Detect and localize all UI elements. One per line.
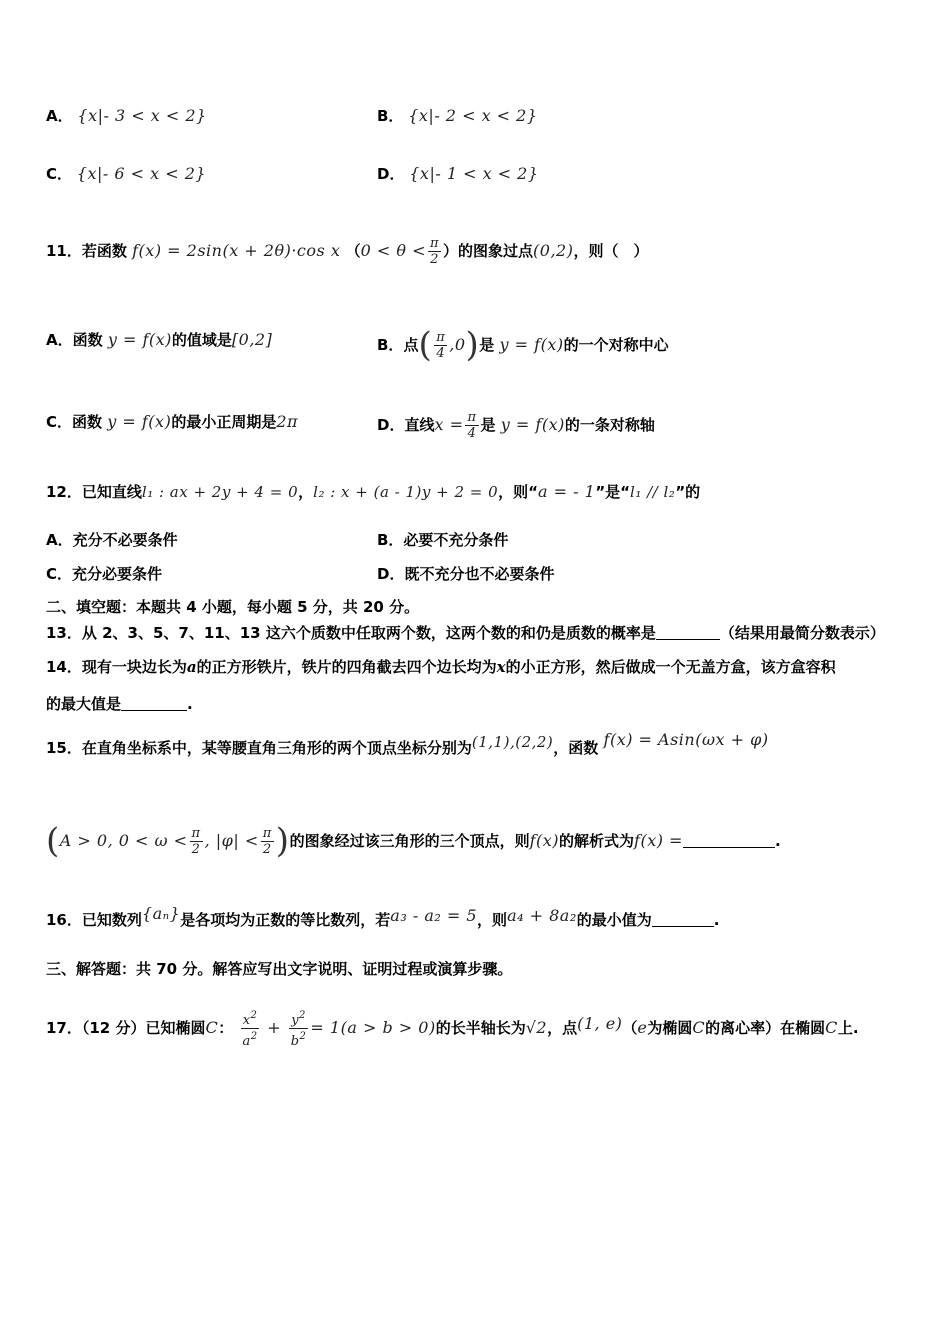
numerator: $x^2$ (242, 1010, 258, 1028)
stem-text: ，则 (477, 911, 508, 929)
option-label: D． (377, 416, 405, 434)
option-math: y = f(x) (107, 330, 172, 349)
stem-text: 为椭圆 (647, 1019, 693, 1037)
stem-text: 的离心率）在椭圆 (705, 1019, 826, 1037)
variable: a (186, 658, 197, 676)
stem-text: ： (218, 1019, 234, 1037)
option-text: 是 (480, 416, 496, 434)
point-math: (1, e) (577, 1014, 623, 1033)
fraction (240, 1008, 259, 1049)
question-number: 11． (46, 242, 82, 260)
function-math: f(x) = (634, 831, 683, 850)
option-label: C． (46, 413, 73, 431)
denominator: 2 (262, 842, 272, 857)
q12-option-a[interactable]: A．充分不必要条件 (46, 531, 178, 549)
variable: C (692, 1018, 706, 1037)
q12-stem (46, 482, 700, 502)
equation-tail: = 1(a > b > 0) (310, 1018, 436, 1037)
q12-option-d[interactable]: D．既不充分也不必要条件 (377, 565, 555, 583)
numerator: π (436, 330, 446, 345)
section-3-heading: 三、解答题：共 70 分。解答应写出文字说明、证明过程或演算步骤。 (46, 960, 513, 978)
sqrt-math: √2 (525, 1018, 548, 1037)
condition-math: a = - 1 (538, 482, 596, 501)
option-math: 2π (276, 412, 299, 431)
stem-text: 13．从 2、3、5、7、11、13 这六个质数中任取两个数，这两个数的和仍是质数的概率是 (46, 624, 656, 642)
q11-option-a[interactable] (46, 330, 272, 350)
answer-blank[interactable] (652, 912, 714, 927)
answer-blank[interactable] (656, 625, 720, 640)
denominator: 2 (430, 252, 439, 267)
parallel-math: l₁ // l₂ (630, 483, 676, 501)
option-text: 函数 (72, 331, 103, 349)
fraction (428, 236, 441, 267)
answer-blank[interactable] (683, 833, 775, 848)
q15-stem-continued (46, 821, 781, 861)
left-paren: ( (46, 821, 60, 861)
numerator: π (262, 826, 272, 841)
q13-stem (46, 623, 885, 643)
q12-option-b[interactable]: B．必要不充分条件 (377, 531, 509, 549)
stem-text: ”的 (675, 483, 701, 501)
stem-text: 是各项均为正数的等比数列，若 (180, 911, 391, 929)
stem-text: . (187, 695, 193, 713)
stem-text: 已知数列 (81, 911, 142, 929)
stem-text: （12 分）已知椭圆 (81, 1019, 206, 1037)
option-math: y = f(x) (107, 412, 172, 431)
condition-text: A > 0, 0 < ω < (59, 831, 188, 850)
stem-text: ）的图象过点 (443, 242, 534, 260)
condition-text: 0 < θ < (360, 241, 426, 260)
option-text: 的一个对称中心 (563, 336, 669, 354)
q10-option-c[interactable] (46, 164, 206, 184)
numerator: π (191, 826, 201, 841)
fraction (434, 330, 447, 361)
expression-math: a₄ + 8a₂ (507, 906, 577, 925)
question-number: 12． (46, 483, 82, 501)
question-number: 17． (46, 1019, 82, 1037)
q10-option-b[interactable] (377, 106, 538, 126)
option-math: {x|- 6 < x < 2} (76, 164, 207, 183)
option-math: [0,2] (231, 330, 273, 349)
condition-math: a₃ - a₂ = 5 (390, 906, 478, 925)
question-number: 15． (46, 739, 82, 757)
q14-stem-continued (46, 694, 193, 714)
q10-option-a[interactable] (46, 106, 207, 126)
option-text: 直线 (404, 416, 435, 434)
points-math: (1,1),(2,2) (471, 733, 554, 751)
q11-option-d[interactable] (377, 410, 655, 441)
variable: C (825, 1018, 838, 1037)
condition-math (360, 236, 443, 267)
stem-text: 的图象经过该三角形的三个顶点，则 (289, 832, 530, 850)
option-label: C． (46, 165, 73, 183)
answer-blank[interactable] (121, 696, 187, 711)
question-number: 16． (46, 911, 82, 929)
stem-text: ，则“ (498, 483, 539, 501)
sequence-math: {aₙ} (141, 904, 181, 923)
option-text: 点 (403, 336, 419, 354)
condition-text: , |φ| < (204, 831, 259, 850)
right-paren: ) (275, 821, 290, 861)
stem-text: （结果用最简分数表示） (719, 624, 885, 642)
variable: C (205, 1018, 219, 1037)
line2-math: l₂ : x + (a - 1)y + 2 = 0 (313, 483, 499, 501)
ellipse-equation: $\frac{x^2}{a^2}$ + $\frac{y^2}{b^2}$ = 1(a > b > 0) (242, 1010, 436, 1049)
stem-text: 已知直线 (81, 483, 142, 501)
function-math: f(x) (529, 831, 560, 850)
q10-option-d[interactable] (377, 164, 539, 184)
option-text: 的值域是 (171, 331, 232, 349)
function-math: f(x) = Asin(ωx + φ) (603, 730, 769, 749)
q11-stem (46, 236, 649, 267)
numerator: π (467, 410, 477, 425)
stem-text: . (774, 832, 781, 850)
function-math: f(x) = 2sin(x + 2θ)·cos x (132, 241, 341, 260)
stem-text: ，则（ ） (573, 242, 649, 260)
option-label: A． (46, 107, 73, 125)
fraction (289, 1008, 309, 1049)
option-text: 函数 (72, 413, 103, 431)
option-label: D． (377, 165, 405, 183)
option-math: {x|- 1 < x < 2} (409, 164, 539, 183)
variable: e (637, 1018, 648, 1037)
stem-text: （ (622, 1019, 638, 1037)
stem-text: 的最小值为 (576, 911, 652, 929)
section-2-heading: 二、填空题：本题共 4 小题，每小题 5 分，共 20 分。 (46, 598, 420, 616)
q15-stem (46, 730, 769, 758)
stem-text: 的解析式为 (559, 832, 635, 850)
numerator: $y^2$ (291, 1010, 306, 1028)
q17-stem (46, 1008, 859, 1049)
stem-text: 的正方形铁片，铁片的四角截去四个边长均为 (196, 658, 497, 676)
stem-text: ，点 (547, 1019, 578, 1037)
left-paren: ( (418, 325, 433, 365)
denominator: 4 (436, 346, 446, 361)
q11-option-b[interactable] (377, 325, 669, 365)
q14-stem (46, 657, 836, 677)
point-rest: ,0 (449, 335, 466, 354)
stem-text: 的小正方形，然后做成一个无盖方盒，该方盒容积 (505, 658, 836, 676)
fraction (261, 826, 274, 857)
line1-math: l₁ : ax + 2y + 4 = 0 (141, 483, 299, 501)
q16-stem (46, 904, 720, 930)
stem-text: 上. (837, 1019, 859, 1037)
numerator: π (429, 236, 440, 251)
option-label: A． (46, 331, 73, 349)
stem-text: （ (345, 242, 361, 260)
denominator: 2 (191, 842, 201, 857)
option-text: 是 (479, 336, 495, 354)
point-math (418, 325, 480, 365)
condition-math (46, 821, 290, 861)
q12-option-c[interactable]: C．充分必要条件 (46, 565, 163, 583)
option-math: {x|- 2 < x < 2} (408, 106, 538, 125)
line-math (434, 410, 480, 441)
fraction (465, 410, 478, 441)
option-text: 的最小正周期是 (171, 413, 277, 431)
option-label: B． (377, 107, 404, 125)
option-math: y = f(x) (500, 415, 565, 434)
denominator: 4 (467, 426, 477, 441)
right-paren: ) (465, 325, 480, 365)
stem-text: 14．现有一块边长为 (46, 658, 187, 676)
option-label: B． (377, 336, 404, 354)
option-text: 的一条对称轴 (564, 416, 655, 434)
variable: x (496, 658, 506, 676)
stem-text: 的最大值是 (46, 695, 122, 713)
stem-text: 若函数 (81, 242, 127, 260)
q11-option-c[interactable] (46, 412, 298, 432)
denominator: $b^2$ (290, 1031, 307, 1049)
stem-text: ”是“ (595, 483, 631, 501)
stem-text: . (713, 911, 720, 929)
stem-text: 的长半轴长为 (435, 1019, 526, 1037)
equation-left: x = (434, 415, 464, 434)
denominator: $a^2$ (242, 1031, 258, 1049)
option-math: y = f(x) (499, 335, 564, 354)
stem-text: ， (298, 483, 314, 501)
fraction (190, 826, 203, 857)
point-math: (0,2) (533, 241, 574, 260)
stem-text: 在直角坐标系中，某等腰直角三角形的两个顶点坐标分别为 (81, 739, 472, 757)
stem-text: ，函数 (553, 739, 599, 757)
option-math: {x|- 3 < x < 2} (77, 106, 207, 125)
